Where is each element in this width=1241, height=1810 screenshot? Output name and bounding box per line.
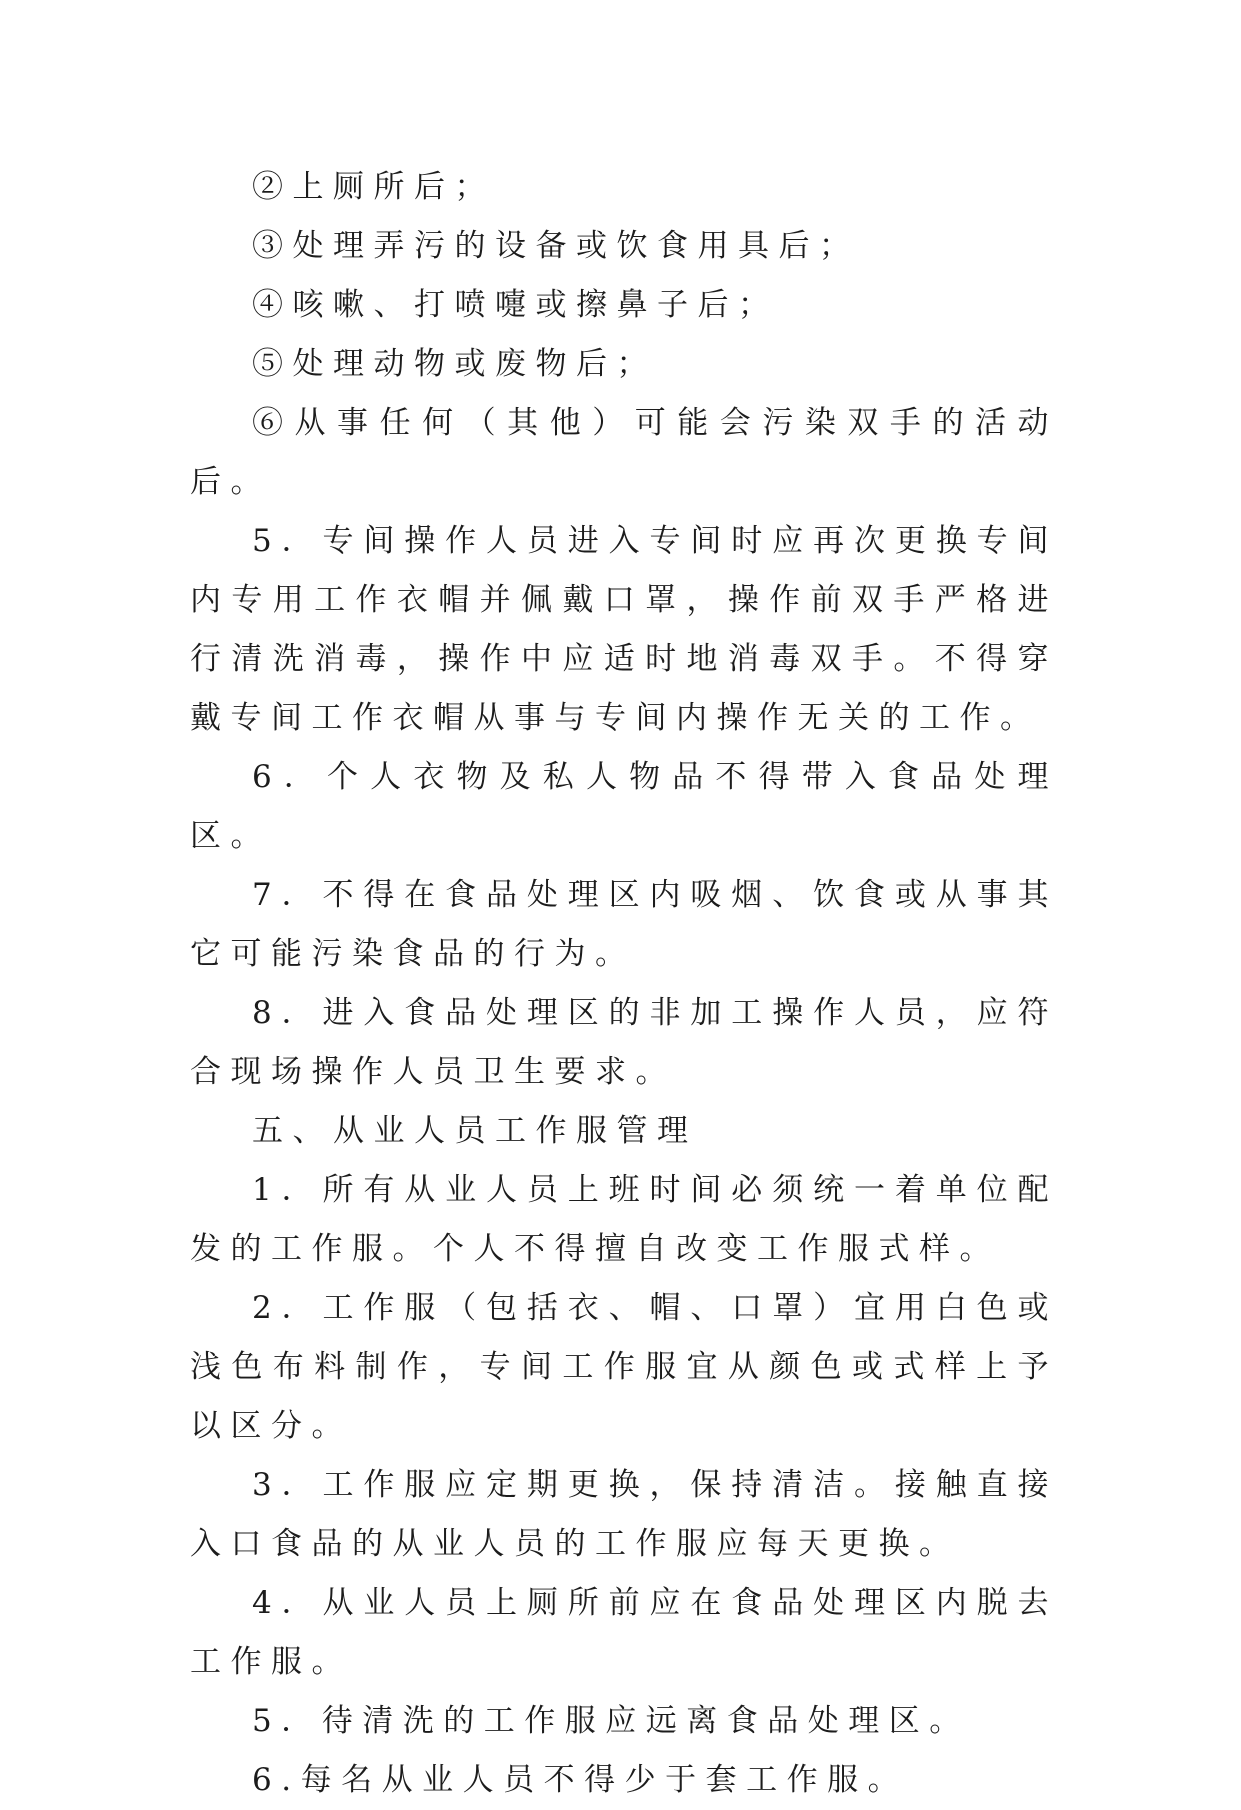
paragraph-rule-6-personal-items: 6．个人衣物及私人物品不得带入食品处理区。 <box>190 759 1058 854</box>
document-page <box>190 158 1058 1810</box>
section-heading-uniform-management: 五、从业人员工作服管理 <box>252 1113 698 1149</box>
paragraph-uniform-rule-4: 4．从业人员上厕所前应在食品处理区内脱去工作服。 <box>190 1585 1058 1680</box>
list-item-after-soiled-equipment: ③处理弄污的设备或饮食用具后； <box>252 228 860 264</box>
paragraph-rule-8-visitors: 8．进入食品处理区的非加工操作人员，应符合现场操作人员卫生要求。 <box>190 995 1058 1090</box>
paragraph-uniform-rule-1: 1．所有从业人员上班时间必须统一着单位配发的工作服。个人不得擅自改变工作服式样。 <box>190 1172 1058 1267</box>
paragraph-uniform-rule-3: 3．工作服应定期更换，保持清洁。接触直接入口食品的从业人员的工作服应每天更换。 <box>190 1467 1058 1562</box>
paragraph-uniform-rule-5: 5．待清洗的工作服应远离食品处理区。 <box>252 1703 970 1739</box>
list-item-after-toilet: ②上厕所后； <box>252 169 495 205</box>
paragraph-uniform-rule-6: 6.每名从业人员不得少于套工作服。 <box>252 1762 909 1798</box>
paragraph-rule-7-no-smoking: 7．不得在食品处理区内吸烟、饮食或从事其它可能污染食品的行为。 <box>190 877 1058 972</box>
list-item-after-other-activities: ⑥从事任何（其他）可能会污染双手的活动后。 <box>190 405 1058 500</box>
paragraph-uniform-rule-2: 2．工作服（包括衣、帽、口罩）宜用白色或浅色布料制作，专间工作服宜从颜色或式样上予以区分。 <box>190 1290 1058 1444</box>
list-item-after-animals-waste: ⑤处理动物或废物后； <box>252 346 657 382</box>
paragraph-rule-5-special-room: 5．专间操作人员进入专间时应再次更换专间内专用工作衣帽并佩戴口罩，操作前双手严格进行清洗消毒，操作中应适时地消毒双手。不得穿戴专间工作衣帽从事与专间内操作无关的工作。 <box>190 523 1058 736</box>
list-item-after-cough-sneeze: ④咳嗽、打喷嚏或擦鼻子后； <box>252 287 779 323</box>
